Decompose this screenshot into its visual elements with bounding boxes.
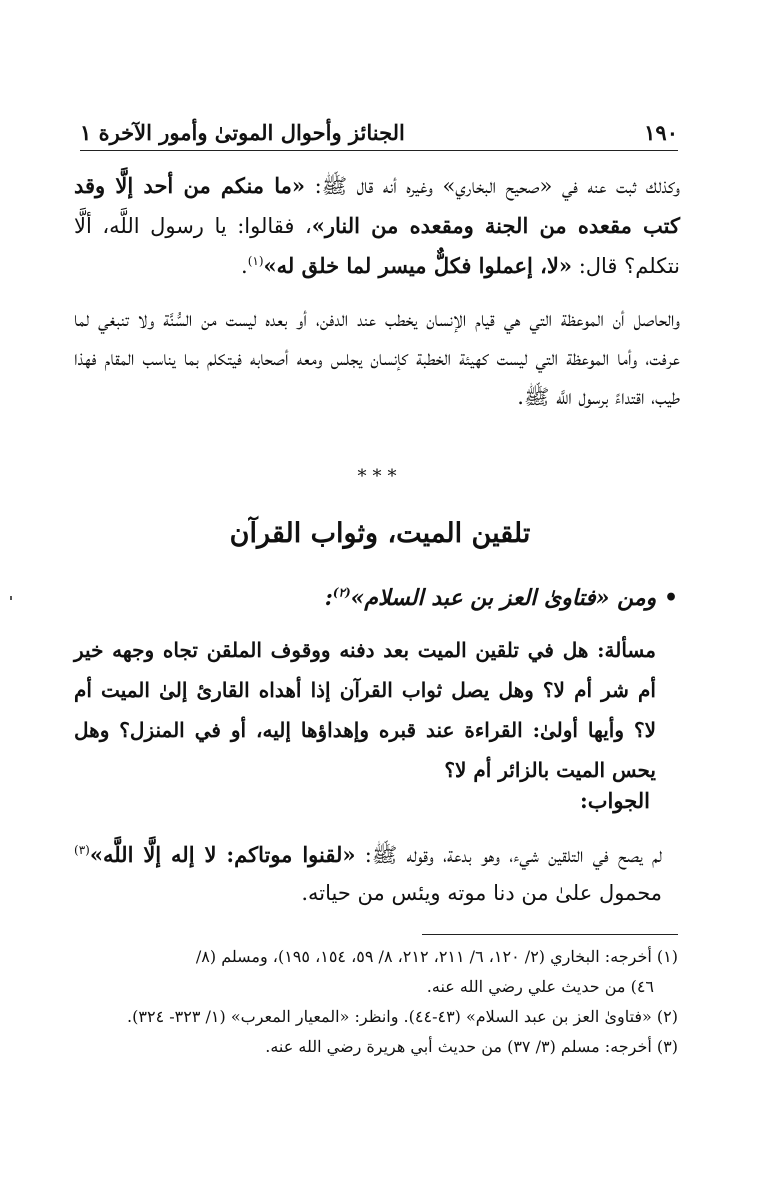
- answer-text-1: لم يصح في التلقين شيء، وهو بدعة، وقوله ﷺ:: [355, 843, 662, 867]
- hadith-quote-2: «لا، إعملوا فكلٌّ ميسر لما خلق له»: [263, 253, 573, 278]
- question-block: مسألة: هل في تلقين الميت بعد دفنه ووقوف الملقن تجاه وجهه خير أم شر أم لا؟ وهل يصل ثواب القرآن إذا أهداه القارئ إلىٰ الميت أم لا؟ وأيها أولىٰ: القراءة عند قبره وإهداؤها إليه، أو في المنزل؟ وهل يحس الميت بالزائر أم لا؟: [74, 638, 656, 782]
- fatwa-source: [300, 585, 678, 611]
- footnote-3: (٣) أخرجه: مسلم (٣/ ٣٧) من حديث أبي هريرة رضي الله عنه.: [265, 1037, 678, 1056]
- paragraph1-intro: وكذلك ثبت عنه في «صحيح البخاري» وغيره أنه قال ﷺ:: [305, 174, 680, 198]
- source-title: ومن «فتاوىٰ العز بن عبد السلام»: [350, 585, 657, 611]
- hadith-quote-3: «لقنوا موتاكم: لا إله إلَّا اللَّه»: [89, 842, 356, 867]
- answer-label: الجواب:: [580, 788, 650, 813]
- running-title: الجنائز وأحوال الموتىٰ وأمور الآخرة ١: [80, 119, 405, 145]
- bullet-icon: •: [663, 585, 678, 611]
- header-divider: [80, 150, 678, 151]
- paragraph1-end: .: [241, 254, 248, 278]
- footnote-divider: [422, 934, 678, 935]
- footnote-1-continuation: ٤٦) من حديث علي رضي الله عنه.: [426, 977, 654, 996]
- footnote-2: (٢) «فتاوىٰ العز بن عبد السلام» (٤٣-٤٤). وانظر: «المعيار المعرب» (١/ ٣٢٣- ٣٢٤).: [127, 1007, 678, 1026]
- paragraph-hadith: [74, 166, 680, 286]
- margin-mark: [10, 596, 12, 600]
- footnote-ref-1: (١): [247, 254, 264, 268]
- paragraph1-mid: ، فقالوا: يا رسول اللَّه، ألَّا نتكلم؟ قال:: [74, 214, 680, 278]
- footnote-1: (١) أخرجه: البخاري (٢/ ١٢٠، ٦/ ٢١١، ٢١٢، ٨/ ٥٩، ١٥٤، ١٩٥)، ومسلم (٨/: [195, 947, 678, 966]
- section-heading: تلقين الميت، وثواب القرآن: [229, 518, 531, 549]
- source-colon: :: [324, 585, 333, 611]
- answer-text-2: محمول علىٰ من دنا موته ويئس من حياته.: [301, 881, 662, 905]
- footnotes: [78, 942, 678, 1062]
- hadith-quote-1: «ما منكم من أحد إلَّا وقد كتب مقعده من الجنة ومقعده من النار»: [74, 173, 680, 238]
- footnote-ref-3: (٣): [74, 843, 90, 857]
- section-separator: ***: [357, 466, 403, 487]
- footnote-ref-2: (٢): [332, 585, 351, 600]
- page-number: ١٩٠: [644, 119, 678, 145]
- answer-text: [74, 836, 662, 912]
- paragraph-conclusion: والحاصل أن الموعظة التي هي قيام الإنسان يخطب عند الدفن، أو بعده ليست من السُّنَّة ولا تنبغي لما عرفت، وأما الموعظة التي ليست كهيئة الخطبة كإنسان يجلس ومعه أصحابه فيتكلم بما يناسب المقام فهذا طيب، اقتداءً برسول اللَّه ﷺ.: [74, 307, 680, 409]
- running-header: [80, 112, 678, 152]
